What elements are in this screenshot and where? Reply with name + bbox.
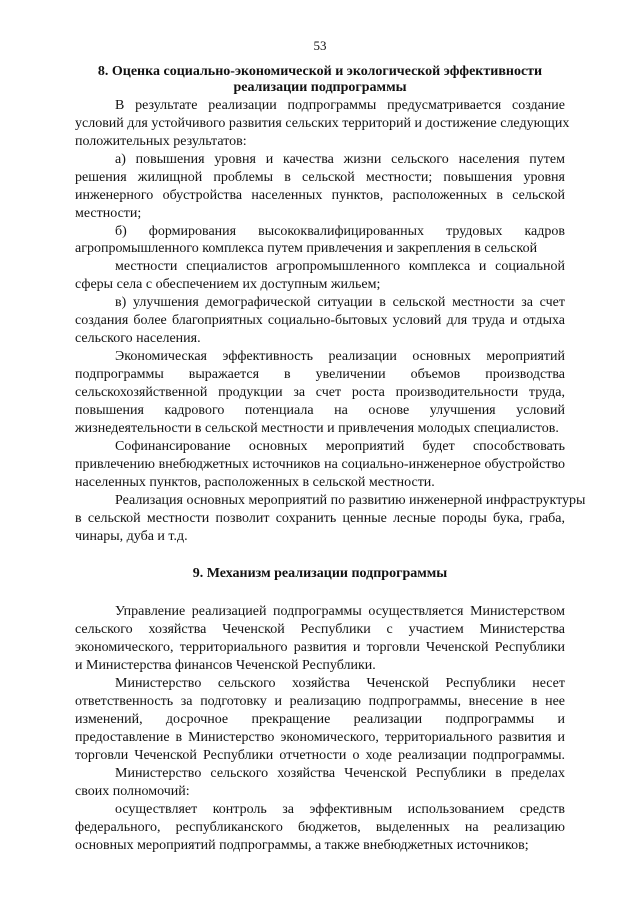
text-line: населенных пунктов, расположенных в сельской местности. — [75, 475, 435, 490]
text-line: Управление реализацией подпрограммы осуществляется Министерством — [115, 604, 565, 619]
text-line: положительных результатов: — [75, 134, 247, 149]
text-line: жизнедеятельности в сельской местности и привлечения молодых специалистов. — [75, 421, 559, 436]
text-line: Министерство сельского хозяйства Чеченской Республики несет — [115, 676, 565, 691]
section-8-title-line-2: реализации подпрограммы — [233, 80, 407, 95]
text-line: изменений, досрочное прекращение реализации подпрограммы и — [75, 712, 565, 727]
text-line: осуществляет контроль за эффективным использованием средств — [115, 802, 565, 817]
text-line: сельского хозяйства Чеченской Республики с участием Министерства — [75, 622, 565, 637]
text-line: экономического, территориального развития и торговли Чеченской Республики — [75, 640, 565, 655]
text-line: решения жилищной проблемы в сельской местности; повышения уровня — [75, 170, 565, 185]
page-number: 53 — [313, 38, 327, 53]
section-9-title: 9. Механизм реализации подпрограммы — [192, 566, 448, 581]
text-line: Софинансирование основных мероприятий будет способствовать — [115, 439, 565, 454]
section-8-title-line-1: 8. Оценка социально-экономической и экологической эффективности — [97, 64, 543, 79]
text-line: ответственность за подготовку и реализацию подпрограммы, внесение в нее — [75, 694, 565, 709]
text-line: в) улучшения демографической ситуации в сельской местности за счет — [115, 295, 565, 310]
text-line: привлечению внебюджетных источников на социально-инженерное обустройство — [75, 457, 565, 472]
text-line: и Министерства финансов Чеченской Республики. — [75, 658, 376, 673]
text-line: б) формирования высококвалифицированных трудовых кадров — [115, 224, 565, 239]
text-line: Реализация основных мероприятий по развитию инженерной инфраструктуры — [115, 493, 586, 508]
text-line: сельскохозяйственной продукции за счет роста производительности труда, — [75, 385, 565, 400]
text-line: чинары, дуба и т.д. — [75, 529, 188, 544]
text-line: создания более благоприятных социально-бытовых условий для труда и отдыха — [75, 313, 565, 328]
text-line: основных мероприятий подпрограммы, а также внебюджетных источников; — [75, 838, 529, 853]
text-line: подпрограммы выражается в увеличении объемов производства — [75, 367, 565, 382]
text-line: предоставление в Министерство экономического, территориального развития и — [75, 730, 565, 745]
text-line: Министерство сельского хозяйства Чеченской Республики в пределах — [115, 766, 565, 781]
text-line: Экономическая эффективность реализации основных мероприятий — [115, 349, 565, 364]
text-line: торговли Чеченской Республики отчетности о ходе реализации подпрограммы. — [75, 748, 565, 763]
text-line: инженерного обустройства населенных пунктов, расположенных в сельской — [75, 188, 565, 203]
text-line: условий для устойчивого развития сельских территорий и достижение следующих — [75, 116, 570, 131]
text-line: агропромышленного комплекса путем привлечения и закрепления в сельской — [75, 241, 538, 256]
text-line: местности; — [75, 206, 142, 221]
text-line: сельского населения. — [75, 331, 201, 346]
text-line: федерального, республиканского бюджетов, выделенных на реализацию — [75, 820, 565, 835]
text-line: сферы села с обеспечением их доступным жильем; — [75, 277, 381, 292]
text-line: своих полномочий: — [75, 784, 190, 799]
text-line: повышения кадрового потенциала на основе улучшения условий — [75, 403, 565, 418]
text-line: местности специалистов агропромышленного комплекса и социальной — [115, 259, 565, 274]
text-line: в сельской местности позволит сохранить ценные лесные породы бука, граба, — [75, 511, 565, 526]
text-line: В результате реализации подпрограммы предусматривается создание — [115, 98, 565, 113]
text-line: а) повышения уровня и качества жизни сельского населения путем — [115, 152, 565, 167]
